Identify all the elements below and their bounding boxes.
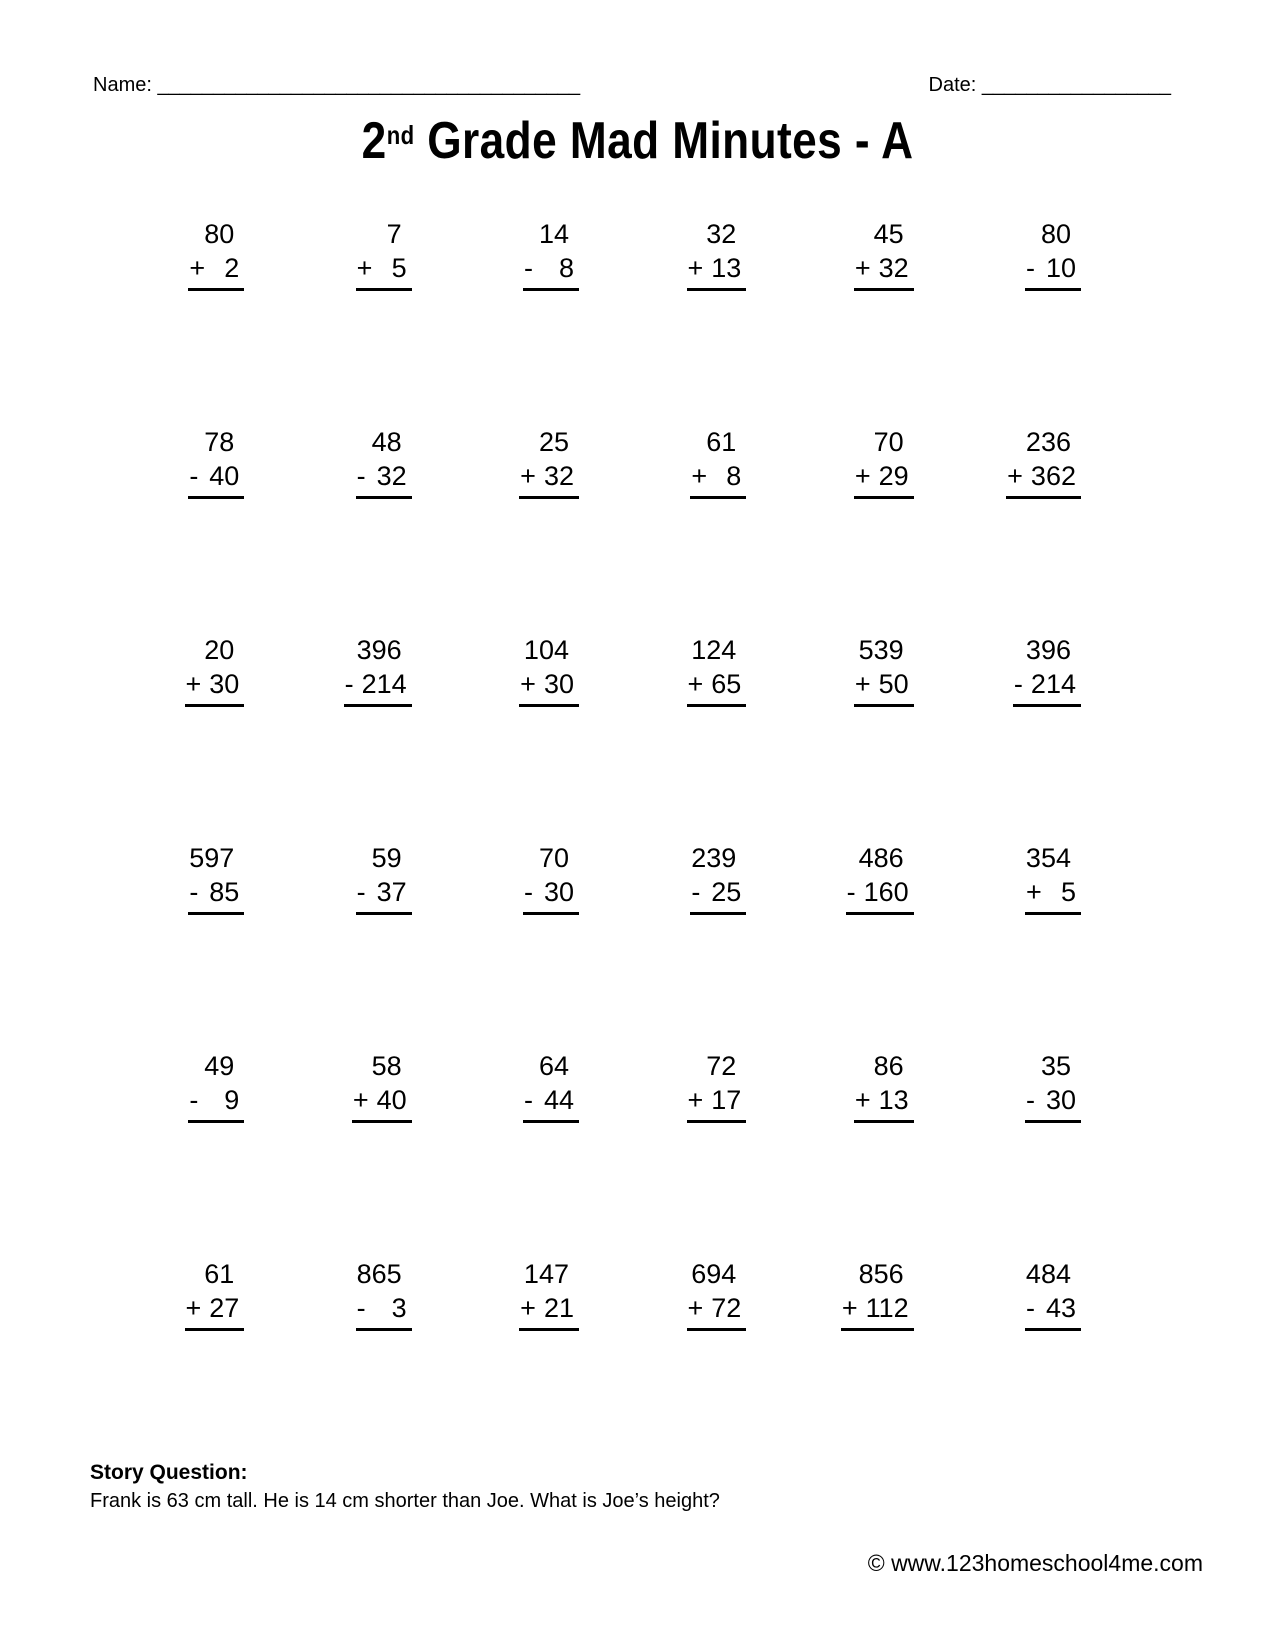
operator-and-operand-line [841,1291,914,1331]
math-problem [344,633,412,707]
title-number: 2 [361,112,387,170]
top-operand: 61 [706,427,737,457]
operator-and-operand-line [519,459,579,499]
operator: - [189,877,199,907]
top-operand: 70 [873,427,904,457]
name-field [93,72,580,99]
operator-and-operand-line [854,667,914,707]
operator: + [520,461,536,491]
operator: + [356,253,373,283]
top-operand: 64 [538,1051,569,1081]
operator: + [352,1085,369,1115]
top-operand: 49 [204,1051,235,1081]
operator: + [189,253,206,283]
math-problem [1013,633,1081,707]
operator-and-operand-line [1025,875,1081,915]
operator-and-operand-line [1013,667,1081,707]
operator: + [854,461,871,491]
operator-and-operand-line [185,667,245,707]
operator-and-operand-line [352,1083,412,1123]
bottom-operand: 112 [865,1293,909,1323]
top-operand: 35 [1040,1051,1071,1081]
top-operand: 396 [1025,635,1071,665]
math-problem [519,1257,579,1331]
operator-and-operand-line [690,459,746,499]
top-operand: 124 [691,635,737,665]
operator-and-operand-line [687,667,747,707]
operator-and-operand-line [687,1291,747,1331]
bottom-operand: 13 [878,1085,909,1115]
top-operand: 61 [204,1259,235,1289]
top-operand: 78 [204,427,235,457]
bottom-operand: 8 [726,461,742,491]
operator: - [189,461,199,491]
operator-and-operand-line [356,459,412,499]
bottom-operand: 17 [711,1085,742,1115]
operator: + [854,669,871,699]
top-operand: 70 [538,843,569,873]
problems-grid [77,217,1081,1331]
operator: - [1025,1085,1035,1115]
operator-and-operand-line [188,875,244,915]
math-problem [1025,217,1081,291]
math-problem [846,841,914,915]
bottom-operand: 40 [376,1085,407,1115]
operator: - [1025,253,1035,283]
operator-and-operand-line [687,1083,747,1123]
top-operand: 694 [691,1259,737,1289]
math-problem [356,841,412,915]
math-problem [356,1257,412,1331]
operator: - [523,1085,533,1115]
math-problem [1006,425,1081,499]
bottom-operand: 29 [878,461,909,491]
math-problem [523,217,579,291]
top-operand: 484 [1025,1259,1071,1289]
operator-and-operand-line [344,667,412,707]
math-problem [185,1257,245,1331]
bottom-operand: 43 [1045,1293,1076,1323]
page-header [0,0,1275,99]
math-problem [356,217,412,291]
name-label: Name: [93,74,152,96]
operator: + [520,669,536,699]
top-operand: 354 [1025,843,1071,873]
bottom-operand: 13 [711,253,742,283]
bottom-operand: 44 [543,1085,574,1115]
top-operand: 865 [356,1259,402,1289]
copyright-credit: © www.123homeschool4me.com [867,1550,1203,1576]
math-problem [854,633,914,707]
date-label: Date: [928,74,977,96]
top-operand: 48 [371,427,402,457]
math-problem [841,1257,914,1331]
date-blank-line: _________________ [981,74,1171,96]
bottom-operand: 32 [543,461,574,491]
math-problem [185,633,245,707]
bottom-operand: 32 [878,253,909,283]
operator-and-operand-line [1025,1083,1081,1123]
top-operand: 7 [386,219,402,249]
bottom-operand: 27 [209,1293,240,1323]
math-problem [854,1049,914,1123]
title-ordinal-suffix: nd [386,119,415,150]
problem-row [77,1257,1081,1331]
operator-and-operand-line [1006,459,1081,499]
problem-row [77,217,1081,291]
math-problem [690,425,746,499]
top-operand: 59 [371,843,402,873]
operator: - [523,877,533,907]
operator-and-operand-line [356,251,412,291]
operator: - [1013,669,1023,699]
operator-and-operand-line [523,251,579,291]
operator-and-operand-line [188,1083,244,1123]
top-operand: 58 [371,1051,402,1081]
operator: + [687,1293,704,1323]
operator: + [854,1085,871,1115]
top-operand: 486 [858,843,904,873]
operator: + [185,669,202,699]
bottom-operand: 30 [543,877,574,907]
math-problem [687,1049,747,1123]
operator: - [1025,1293,1035,1323]
bottom-operand: 72 [711,1293,742,1323]
problem-row [77,425,1081,499]
bottom-operand: 85 [209,877,240,907]
bottom-operand: 5 [1060,877,1076,907]
math-problem [519,633,579,707]
operator: + [687,1085,704,1115]
top-operand: 80 [204,219,235,249]
math-problem [1025,1049,1081,1123]
operator: + [520,1293,536,1323]
operator: + [687,669,704,699]
operator: - [523,253,533,283]
date-field [929,72,1171,99]
operator-and-operand-line [854,459,914,499]
operator: - [846,877,856,907]
story-question [90,1459,1185,1515]
operator-and-operand-line [356,1291,412,1331]
top-operand: 45 [873,219,904,249]
bottom-operand: 30 [209,669,240,699]
math-problem [356,425,412,499]
operator-and-operand-line [1025,1291,1081,1331]
operator-and-operand-line [519,1291,579,1331]
bottom-operand: 50 [878,669,909,699]
operator-and-operand-line [854,251,914,291]
bottom-operand: 40 [209,461,240,491]
operator: + [1007,461,1023,491]
top-operand: 239 [691,843,737,873]
math-problem [687,217,747,291]
bottom-operand: 21 [543,1293,574,1323]
operator: - [356,1293,366,1323]
story-question-text: Frank is 63 cm tall. He is 14 cm shorter than Joe. What is Joe’s height? [90,1490,720,1512]
operator: + [691,461,708,491]
bottom-operand: 25 [711,877,742,907]
math-problem [687,633,747,707]
bottom-operand: 9 [224,1085,240,1115]
operator-and-operand-line [356,875,412,915]
math-problem [854,217,914,291]
bottom-operand: 160 [863,877,909,907]
bottom-operand: 362 [1030,461,1076,491]
bottom-operand: 32 [376,461,407,491]
title-area [0,113,1275,171]
top-operand: 86 [873,1051,904,1081]
bottom-operand: 30 [1045,1085,1076,1115]
bottom-operand: 2 [224,253,240,283]
top-operand: 597 [189,843,235,873]
math-problem [188,1049,244,1123]
operator: + [1025,877,1042,907]
math-problem [1025,1257,1081,1331]
math-problem [188,217,244,291]
operator: - [356,461,366,491]
operator-and-operand-line [185,1291,245,1331]
operator-and-operand-line [846,875,914,915]
top-operand: 20 [204,635,235,665]
bottom-operand: 37 [376,877,407,907]
problem-row [77,841,1081,915]
problem-row [77,1049,1081,1123]
top-operand: 396 [356,635,402,665]
top-operand: 80 [1040,219,1071,249]
operator-and-operand-line [188,459,244,499]
operator-and-operand-line [523,1083,579,1123]
math-problem [523,1049,579,1123]
bottom-operand: 214 [361,669,407,699]
top-operand: 147 [523,1259,569,1289]
math-problem [519,425,579,499]
bottom-operand: 30 [543,669,574,699]
math-problem [188,425,244,499]
name-blank-line: ______________________________________ [157,74,581,96]
top-operand: 72 [706,1051,737,1081]
bottom-operand: 214 [1030,669,1076,699]
operator-and-operand-line [523,875,579,915]
operator-and-operand-line [690,875,746,915]
top-operand: 32 [706,219,737,249]
operator: - [344,669,354,699]
operator: - [356,877,366,907]
operator: + [841,1293,858,1323]
bottom-operand: 5 [391,253,407,283]
operator-and-operand-line [188,251,244,291]
math-problem [1025,841,1081,915]
bottom-operand: 8 [558,253,574,283]
math-problem [690,841,746,915]
top-operand: 25 [538,427,569,457]
top-operand: 104 [523,635,569,665]
top-operand: 236 [1025,427,1071,457]
bottom-operand: 10 [1045,253,1076,283]
math-problem [854,425,914,499]
page-title [362,113,914,177]
operator-and-operand-line [687,251,747,291]
operator: + [687,253,704,283]
problem-row [77,633,1081,707]
top-operand: 856 [858,1259,904,1289]
bottom-operand: 3 [391,1293,407,1323]
story-question-label: Story Question: [90,1461,248,1484]
top-operand: 539 [858,635,904,665]
operator-and-operand-line [1025,251,1081,291]
operator: - [691,877,701,907]
top-operand: 14 [538,219,569,249]
operator: + [185,1293,202,1323]
math-problem [188,841,244,915]
math-problem [523,841,579,915]
operator: - [189,1085,199,1115]
operator-and-operand-line [854,1083,914,1123]
bottom-operand: 65 [711,669,742,699]
math-problem [352,1049,412,1123]
operator-and-operand-line [519,667,579,707]
operator: + [854,253,871,283]
title-rest: Grade Mad Minutes - A [414,112,914,170]
math-problem [687,1257,747,1331]
